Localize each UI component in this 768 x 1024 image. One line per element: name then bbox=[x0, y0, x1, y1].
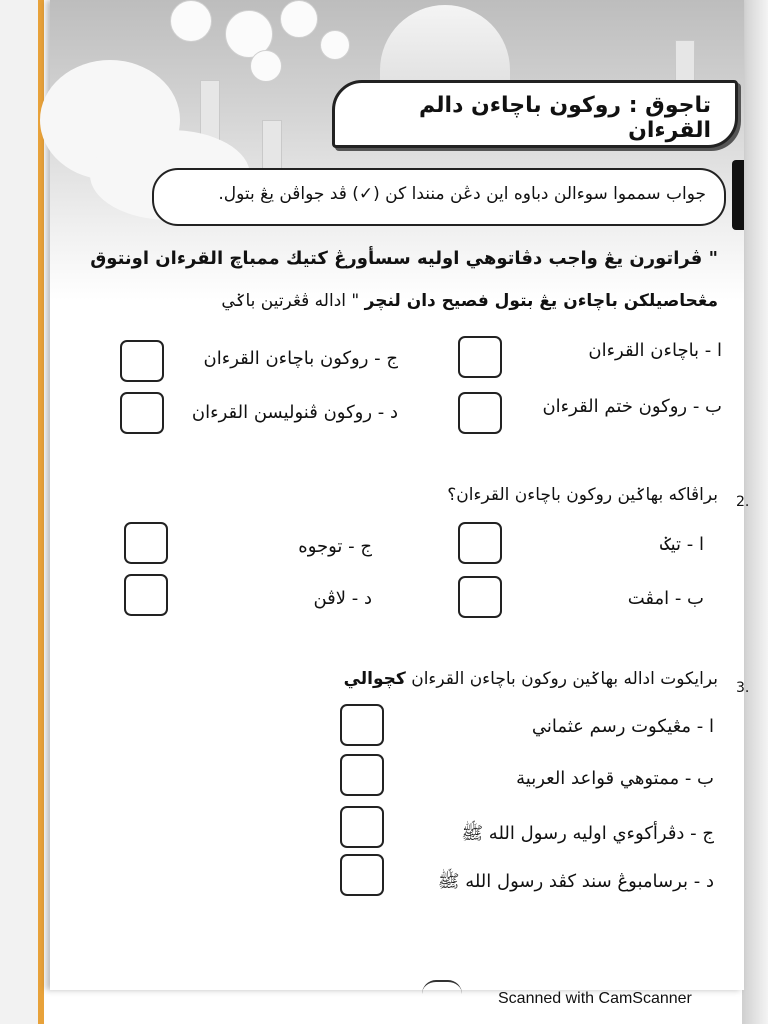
q3-option-b: ب - ممتوهي قواعد العربية bbox=[516, 768, 714, 789]
page-right-edge bbox=[742, 0, 768, 1024]
question-1-line-2 bbox=[221, 290, 718, 311]
instruction-text: جواب سمموا سوءالن دباوه اين دڠن منندا كن (✓) ڤد جواڤن يڠ بتول. bbox=[218, 184, 706, 204]
q1-option-b: ب - روكون ختم القرءان bbox=[542, 396, 722, 417]
question-2-text: براڤاكه بهاݢين روكون باچاءن القرءان؟ bbox=[447, 485, 718, 505]
question-3-text-rest: برايكوت اداله بهاݢين روكون باچاءن القرءان bbox=[411, 669, 718, 689]
blossom-illustration bbox=[280, 0, 318, 38]
question-3-text bbox=[344, 668, 718, 689]
blossom-illustration bbox=[250, 50, 282, 82]
worksheet-page bbox=[50, 0, 750, 990]
q1-option-c-checkbox[interactable] bbox=[120, 340, 164, 382]
q2-option-b: ب - امڤت bbox=[627, 588, 704, 609]
q1-option-d-checkbox[interactable] bbox=[120, 392, 164, 434]
q2-option-c-checkbox[interactable] bbox=[124, 522, 168, 564]
q2-option-d-checkbox[interactable] bbox=[124, 574, 168, 616]
instruction-box bbox=[152, 168, 726, 226]
question-1-line-2-rest: " اداله ڤڠرتين باݢي bbox=[221, 291, 360, 311]
question-3-bold-word: كچوالي bbox=[343, 669, 406, 689]
title-banner bbox=[332, 80, 738, 148]
q1-option-d: د - روكون ڤنوليسن القرءان bbox=[191, 402, 398, 423]
q3-option-a: ا - مڠيكوت رسم عثماني bbox=[531, 716, 714, 737]
blossom-illustration bbox=[320, 30, 350, 60]
q3-option-a-checkbox[interactable] bbox=[340, 704, 384, 746]
q1-option-c: ج - روكون باچاءن القرءان bbox=[203, 348, 398, 369]
q1-option-a-checkbox[interactable] bbox=[458, 336, 502, 378]
q3-option-c-checkbox[interactable] bbox=[340, 806, 384, 848]
blossom-illustration bbox=[170, 0, 212, 42]
q3-option-b-checkbox[interactable] bbox=[340, 754, 384, 796]
q1-option-a: ا - باچاءن القرءان bbox=[588, 340, 722, 361]
page-title: تاجوق : روكون باچاءن دالم القرءان bbox=[419, 93, 711, 143]
q3-option-d-checkbox[interactable] bbox=[340, 854, 384, 896]
q1-option-b-checkbox[interactable] bbox=[458, 392, 502, 434]
side-tab-marker bbox=[732, 160, 744, 230]
scanner-watermark: Scanned with CamScanner bbox=[498, 990, 692, 1007]
page-footer-ornament bbox=[422, 980, 462, 994]
q2-option-c: ج - توجوه bbox=[298, 536, 372, 557]
q2-option-d: د - لاڤن bbox=[313, 588, 372, 609]
question-3-number: 3. bbox=[736, 680, 750, 696]
question-1-line-1: " ڤراتورن يڠ واجب دڤاتوهي اوليه سسأورڠ كتيك ممباچ القرءان اونتوق bbox=[90, 248, 718, 269]
question-2-number: 2. bbox=[736, 494, 750, 510]
q2-option-a: ا - تيݢ bbox=[660, 534, 704, 555]
q3-option-c: ج - دڤرأكوءي اوليه رسول الله ﷺ bbox=[461, 823, 714, 844]
page-binding-edge bbox=[0, 0, 50, 1024]
question-1-bold-phrase: مڠحاصيلكن باچاءن يڠ بتول فصيح دان لنچر bbox=[364, 291, 718, 311]
q3-option-d: د - برسامبوڠ سند كڤد رسول الله ﷺ bbox=[437, 871, 714, 892]
q2-option-a-checkbox[interactable] bbox=[458, 522, 502, 564]
q2-option-b-checkbox[interactable] bbox=[458, 576, 502, 618]
